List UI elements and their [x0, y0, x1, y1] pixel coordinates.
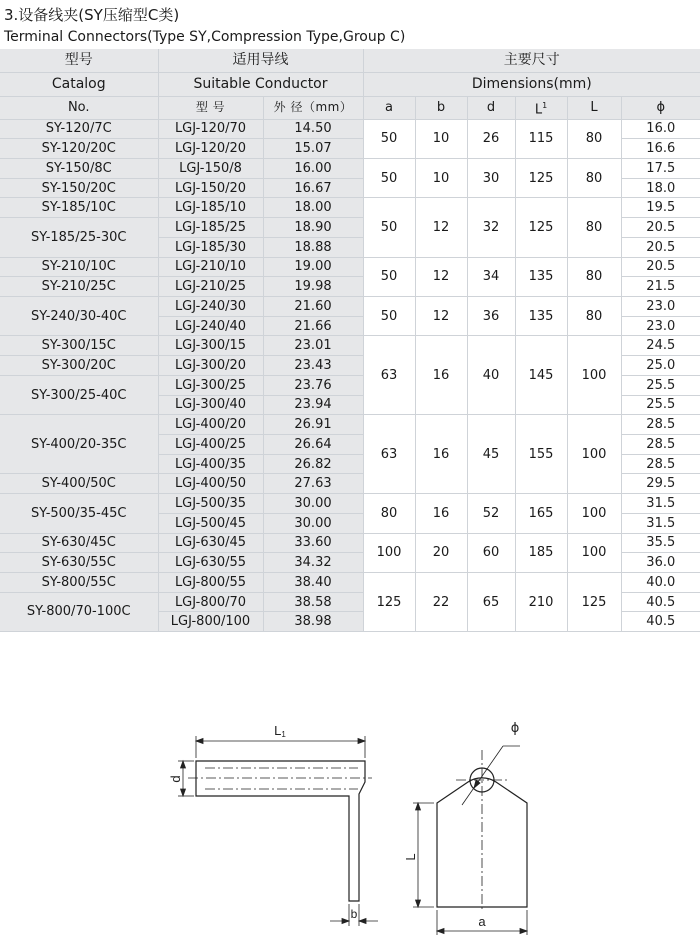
d-label: d [168, 775, 183, 783]
phi-cell: 16.6 [621, 139, 700, 159]
catalog-cell: SY-300/15C [0, 336, 158, 356]
catalog-cell: SY-800/55C [0, 573, 158, 593]
catalog-cell: SY-210/10C [0, 257, 158, 277]
catalog-cell: SY-630/45C [0, 533, 158, 553]
dim-a-cell: 50 [363, 296, 415, 335]
phi-label: ϕ [510, 721, 520, 736]
phi-cell: 25.0 [621, 356, 700, 376]
conductor-od-header: 外 径（mm） [263, 96, 363, 119]
conductor-type-cell: LGJ-630/45 [158, 533, 263, 553]
catalog-cell: SY-300/25-40C [0, 375, 158, 414]
conductor-od-cell: 23.76 [263, 375, 363, 395]
l1-arrow-left [196, 739, 203, 744]
l1-label: L1 [274, 723, 286, 739]
d-arrow-bottom [181, 789, 186, 796]
b-arrow-right [359, 919, 366, 924]
dim-d-cell: 26 [467, 119, 515, 158]
front-view-centerlines [456, 750, 508, 910]
phi-cell: 20.5 [621, 237, 700, 257]
conductor-od-cell: 30.00 [263, 513, 363, 533]
dim-d-cell: 40 [467, 336, 515, 415]
catalog-cell: SY-800/70-100C [0, 592, 158, 631]
dim-a-cell: 63 [363, 415, 415, 494]
table-row [0, 533, 700, 553]
dim-b-cell: 10 [415, 158, 467, 197]
phi-cell: 31.5 [621, 494, 700, 514]
phi-cell: 18.0 [621, 178, 700, 198]
a-label: a [478, 914, 486, 929]
dim-l-cell: 100 [567, 336, 621, 415]
dim-l1-cell: 135 [515, 257, 567, 296]
conductor-od-cell: 23.94 [263, 395, 363, 415]
conductor-od-cell: 15.07 [263, 139, 363, 159]
conductor-type-cell: LGJ-400/50 [158, 474, 263, 494]
conductor-od-cell: 23.43 [263, 356, 363, 376]
phi-cell: 29.5 [621, 474, 700, 494]
phi-cell: 16.0 [621, 119, 700, 139]
phi-arrow [474, 780, 480, 788]
dim-l1-cell: 135 [515, 296, 567, 335]
conductor-header-cn: 适用导线 [158, 49, 363, 72]
dim-l1-cell: 155 [515, 415, 567, 494]
conductor-type-header: 型 号 [158, 96, 263, 119]
title-english: Terminal Connectors(Type SY,Compression Type,Group C) [4, 29, 406, 45]
dim-l-cell: 100 [567, 533, 621, 572]
catalog-cell: SY-240/30-40C [0, 296, 158, 335]
dim-b-cell: 16 [415, 415, 467, 494]
phi-cell: 23.0 [621, 316, 700, 336]
dim-l1-cell: 185 [515, 533, 567, 572]
dim-l-cell: 100 [567, 494, 621, 533]
phi-cell: 36.0 [621, 553, 700, 573]
dim-l-cell: 80 [567, 158, 621, 197]
dim-a-cell: 63 [363, 336, 415, 415]
conductor-od-cell: 34.32 [263, 553, 363, 573]
catalog-cell: SY-150/20C [0, 178, 158, 198]
catalog-cell: SY-150/8C [0, 158, 158, 178]
dim-d-cell: 45 [467, 415, 515, 494]
dim-l-cell: 80 [567, 296, 621, 335]
l1-arrow-right [358, 739, 365, 744]
side-view-centerlines [188, 768, 372, 789]
conductor-od-cell: 21.66 [263, 316, 363, 336]
dim-l1-cell: 125 [515, 198, 567, 257]
catalog-cell: SY-185/25-30C [0, 218, 158, 257]
side-view-dimensions [178, 736, 378, 926]
b-label: b [350, 907, 358, 921]
conductor-type-cell: LGJ-500/35 [158, 494, 263, 514]
dims-header-cn: 主要尺寸 [363, 49, 700, 72]
conductor-od-cell: 19.98 [263, 277, 363, 297]
conductor-od-cell: 23.01 [263, 336, 363, 356]
side-view-body [196, 761, 365, 901]
d-arrow-top [181, 761, 186, 768]
conductor-type-cell: LGJ-120/70 [158, 119, 263, 139]
a-arrow-left [437, 929, 444, 934]
table-row [0, 158, 700, 178]
l-arrow-bottom [416, 900, 421, 907]
conductor-type-cell: LGJ-300/40 [158, 395, 263, 415]
conductor-type-cell: LGJ-400/25 [158, 435, 263, 455]
dims-header-en: Dimensions(mm) [363, 72, 700, 96]
dim-l1-cell: 165 [515, 494, 567, 533]
dim-l1-header [515, 96, 567, 119]
conductor-type-cell: LGJ-800/70 [158, 592, 263, 612]
dim-d-cell: 30 [467, 158, 515, 197]
dim-a-cell: 50 [363, 158, 415, 197]
phi-cell: 21.5 [621, 277, 700, 297]
dim-l-cell: 125 [567, 573, 621, 632]
conductor-type-cell: LGJ-240/40 [158, 316, 263, 336]
conductor-od-cell: 21.60 [263, 296, 363, 316]
dim-l1-letter: L [534, 102, 543, 118]
conductor-od-cell: 16.00 [263, 158, 363, 178]
conductor-od-cell: 18.90 [263, 218, 363, 238]
catalog-cell: SY-400/50C [0, 474, 158, 494]
dim-a-cell: 80 [363, 494, 415, 533]
conductor-type-cell: LGJ-630/55 [158, 553, 263, 573]
catalog-cell: SY-120/7C [0, 119, 158, 139]
dim-b-cell: 10 [415, 119, 467, 158]
catalog-header-en: Catalog [0, 72, 158, 96]
table-row [0, 573, 700, 593]
dim-l-cell: 80 [567, 119, 621, 158]
conductor-type-cell: LGJ-210/25 [158, 277, 263, 297]
catalog-cell: SY-210/25C [0, 277, 158, 297]
conductor-od-cell: 30.00 [263, 494, 363, 514]
catalog-cell: SY-185/10C [0, 198, 158, 218]
conductor-od-cell: 14.50 [263, 119, 363, 139]
conductor-od-cell: 38.98 [263, 612, 363, 632]
dim-b-cell: 12 [415, 296, 467, 335]
dim-a-cell: 50 [363, 257, 415, 296]
phi-cell: 40.0 [621, 573, 700, 593]
table-row [0, 415, 700, 435]
conductor-type-cell: LGJ-150/8 [158, 158, 263, 178]
conductor-od-cell: 26.82 [263, 454, 363, 474]
dim-d-cell: 52 [467, 494, 515, 533]
dim-l-cell: 80 [567, 257, 621, 296]
table-row [0, 494, 700, 514]
dim-b-cell: 16 [415, 494, 467, 533]
conductor-od-cell: 26.91 [263, 415, 363, 435]
conductor-od-cell: 16.67 [263, 178, 363, 198]
phi-cell: 40.5 [621, 592, 700, 612]
phi-cell: 25.5 [621, 395, 700, 415]
dim-l1-cell: 145 [515, 336, 567, 415]
side-view-outline [196, 761, 365, 901]
phi-cell: 40.5 [621, 612, 700, 632]
conductor-type-cell: LGJ-800/55 [158, 573, 263, 593]
phi-cell: 20.5 [621, 257, 700, 277]
conductor-od-cell: 27.63 [263, 474, 363, 494]
conductor-type-cell: LGJ-400/35 [158, 454, 263, 474]
phi-cell: 28.5 [621, 435, 700, 455]
dim-b-cell: 22 [415, 573, 467, 632]
conductor-type-cell: LGJ-500/45 [158, 513, 263, 533]
conductor-type-cell: LGJ-185/30 [158, 237, 263, 257]
phi-cell: 35.5 [621, 533, 700, 553]
title-chinese: 3.设备线夹(SY压缩型C类) [4, 6, 180, 24]
dim-b-cell: 12 [415, 198, 467, 257]
conductor-od-cell: 19.00 [263, 257, 363, 277]
catalog-cell: SY-630/55C [0, 553, 158, 573]
dim-d-cell: 60 [467, 533, 515, 572]
conductor-type-cell: LGJ-800/100 [158, 612, 263, 632]
dim-d-cell: 34 [467, 257, 515, 296]
dim-b-cell: 20 [415, 533, 467, 572]
catalog-header-cn: 型号 [0, 49, 158, 72]
dim-b-cell: 12 [415, 257, 467, 296]
spec-table-body [0, 119, 700, 632]
table-row [0, 336, 700, 356]
l-arrow-top [416, 803, 421, 810]
dim-l-header: L [567, 96, 621, 119]
b-arrow-left [342, 919, 349, 924]
catalog-header-no: No. [0, 96, 158, 119]
phi-leader [462, 746, 503, 805]
dim-a-cell: 100 [363, 533, 415, 572]
phi-cell: 20.5 [621, 218, 700, 238]
table-row [0, 296, 700, 316]
conductor-od-cell: 38.40 [263, 573, 363, 593]
dim-l1-cell: 115 [515, 119, 567, 158]
dim-l1-cell: 210 [515, 573, 567, 632]
catalog-cell: SY-300/20C [0, 356, 158, 376]
table-row [0, 198, 700, 218]
dim-b-cell: 16 [415, 336, 467, 415]
conductor-type-cell: LGJ-185/10 [158, 198, 263, 218]
phi-cell: 25.5 [621, 375, 700, 395]
conductor-header-en: Suitable Conductor [158, 72, 363, 96]
dim-a-cell: 50 [363, 119, 415, 158]
table-row [0, 119, 700, 139]
conductor-type-cell: LGJ-300/20 [158, 356, 263, 376]
conductor-type-cell: LGJ-120/20 [158, 139, 263, 159]
dim-a-cell: 50 [363, 198, 415, 257]
dim-b-header: b [415, 96, 467, 119]
connector-diagram [0, 610, 700, 945]
dim-d-header: d [467, 96, 515, 119]
conductor-type-cell: LGJ-150/20 [158, 178, 263, 198]
conductor-od-cell: 26.64 [263, 435, 363, 455]
conductor-od-cell: 38.58 [263, 592, 363, 612]
table-row [0, 257, 700, 277]
a-arrow-right [520, 929, 527, 934]
dim-d-cell: 65 [467, 573, 515, 632]
conductor-type-cell: LGJ-300/15 [158, 336, 263, 356]
conductor-type-cell: LGJ-300/25 [158, 375, 263, 395]
phi-cell: 24.5 [621, 336, 700, 356]
spec-table [0, 49, 700, 632]
dim-l-cell: 100 [567, 415, 621, 494]
conductor-type-cell: LGJ-400/20 [158, 415, 263, 435]
conductor-od-cell: 33.60 [263, 533, 363, 553]
dim-l-cell: 80 [567, 198, 621, 257]
phi-cell: 28.5 [621, 415, 700, 435]
phi-cell: 17.5 [621, 158, 700, 178]
phi-header: ϕ [621, 96, 700, 119]
phi-cell: 19.5 [621, 198, 700, 218]
l-label: L [403, 853, 418, 861]
conductor-od-cell: 18.00 [263, 198, 363, 218]
dim-l1-subscript: 1 [542, 100, 548, 110]
conductor-type-cell: LGJ-240/30 [158, 296, 263, 316]
dim-a-header: a [363, 96, 415, 119]
conductor-type-cell: LGJ-210/10 [158, 257, 263, 277]
catalog-cell: SY-500/35-45C [0, 494, 158, 533]
dim-d-cell: 32 [467, 198, 515, 257]
phi-cell: 31.5 [621, 513, 700, 533]
catalog-cell: SY-120/20C [0, 139, 158, 159]
dim-a-cell: 125 [363, 573, 415, 632]
phi-cell: 23.0 [621, 296, 700, 316]
phi-cell: 28.5 [621, 454, 700, 474]
conductor-type-cell: LGJ-185/25 [158, 218, 263, 238]
dim-d-cell: 36 [467, 296, 515, 335]
conductor-od-cell: 18.88 [263, 237, 363, 257]
dim-l1-cell: 125 [515, 158, 567, 197]
catalog-cell: SY-400/20-35C [0, 415, 158, 474]
